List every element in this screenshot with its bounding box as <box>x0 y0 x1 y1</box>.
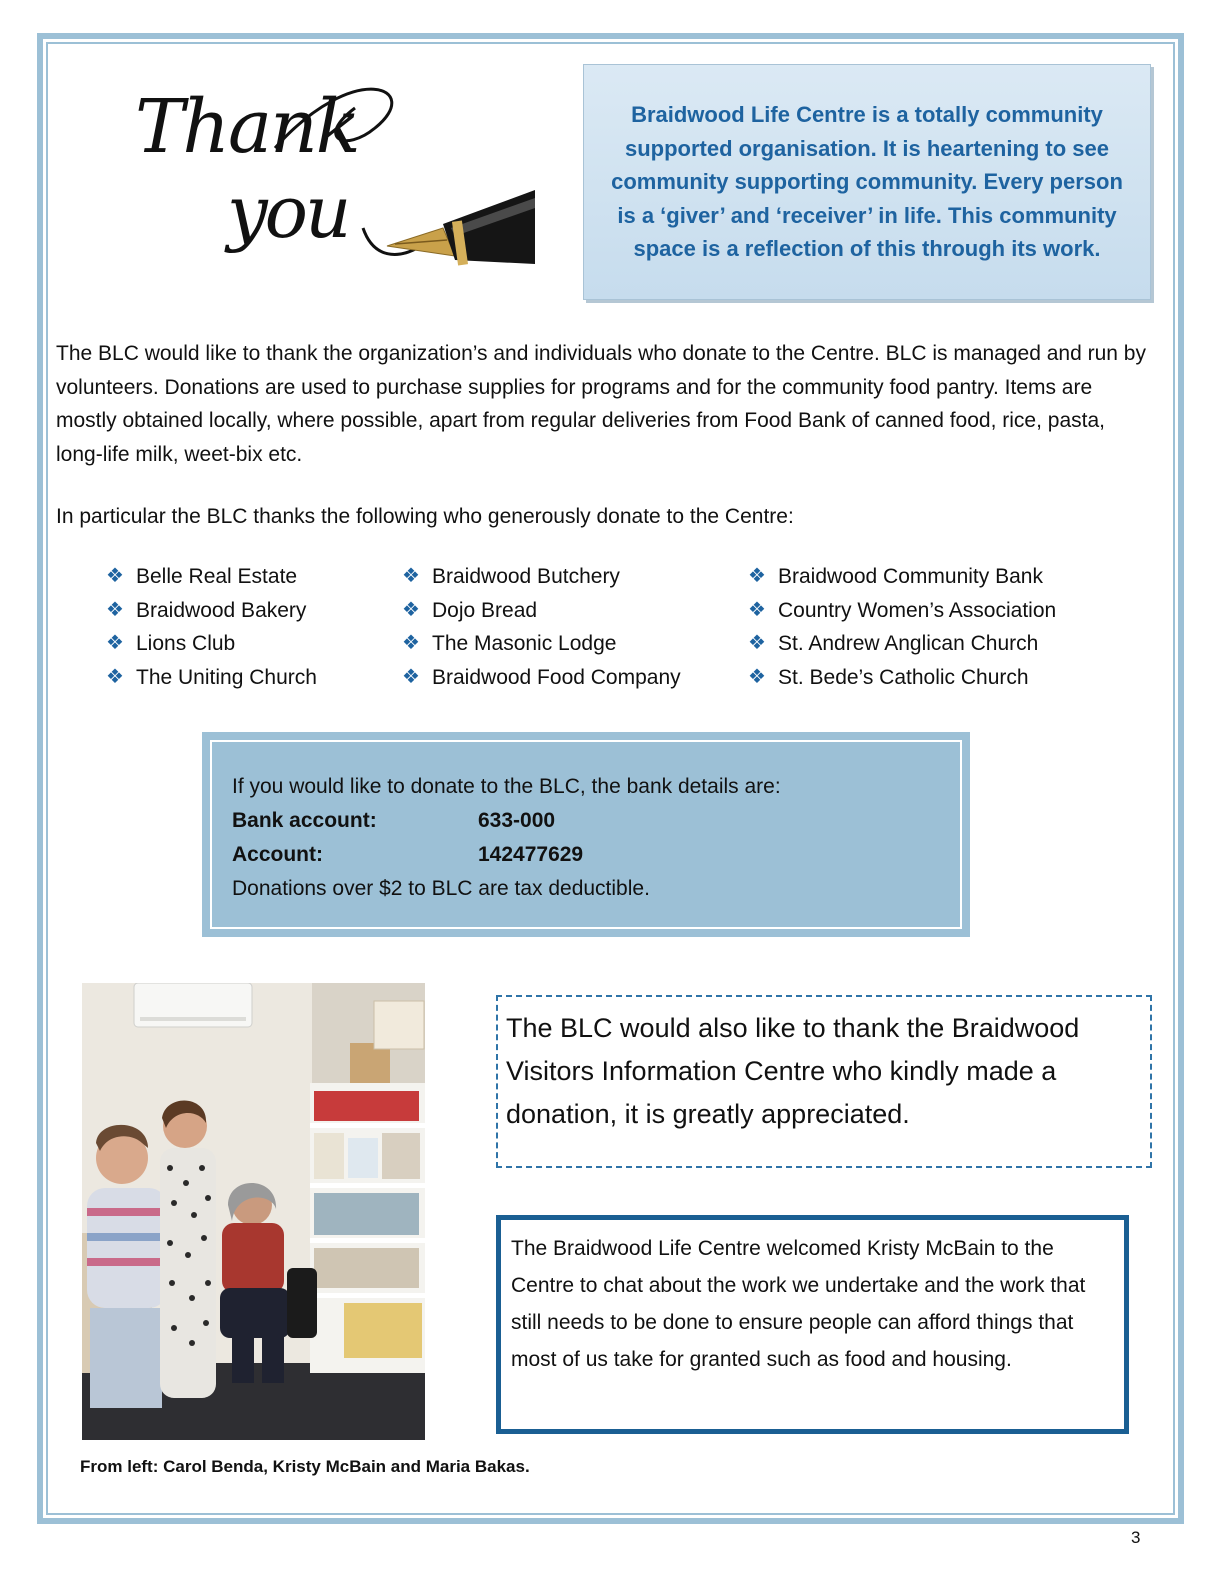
donor-name: Belle Real Estate <box>136 565 298 588</box>
photo-caption: From left: Carol Benda, Kristy McBain and Maria Bakas. <box>80 1457 530 1476</box>
donor-list-col-3 <box>748 560 1056 694</box>
bank-details-inner <box>210 740 962 929</box>
list-item <box>106 560 317 594</box>
list-item <box>748 560 1056 594</box>
bsb-row <box>232 804 938 838</box>
quote-text: Braidwood Life Centre is a totally community supported organisation. It is heartening to see community supporting community. Every person is a ‘giver’ and ‘receiver’ in life. This community space is a reflection of this through its work. <box>611 102 1123 262</box>
account-value: 142477629 <box>478 843 584 866</box>
diamond-bullet-icon: ❖ <box>106 565 124 587</box>
list-item <box>402 560 681 594</box>
donor-name: The Uniting Church <box>136 665 317 689</box>
donor-name: Lions Club <box>136 632 236 655</box>
list-item <box>748 661 1056 695</box>
visitors-centre-text: The BLC would also like to thank the Braidwood Visitors Information Centre who kindly made a donation, it is greatly appreciated. <box>506 1013 1080 1129</box>
mcbain-visit-box <box>496 1215 1129 1434</box>
donor-name: Braidwood Butchery <box>432 565 620 588</box>
bank-details-box <box>202 732 970 937</box>
fountain-pen-icon <box>125 78 545 278</box>
mcbain-visit-text: The Braidwood Life Centre welcomed Kristy McBain to the Centre to chat about the work we undertake and the work that still needs to be done to ensure people can afford things that most of us take for granted such as food and housing. <box>511 1237 1086 1371</box>
group-photo <box>82 983 425 1440</box>
page-number: 3 <box>1131 1528 1141 1547</box>
list-item <box>106 594 317 628</box>
donor-name: Country Women’s Association <box>778 598 1057 622</box>
account-row <box>232 838 938 872</box>
diamond-bullet-icon: ❖ <box>748 665 766 688</box>
diamond-bullet-icon: ❖ <box>402 598 420 621</box>
diamond-bullet-icon: ❖ <box>106 598 124 621</box>
thank-you-line-1: Thank <box>135 84 359 170</box>
bsb-label: Bank account: <box>232 809 377 832</box>
donor-name: Dojo Bread <box>432 598 538 622</box>
list-item <box>748 594 1056 628</box>
donor-name: St. Andrew Anglican Church <box>778 632 1039 655</box>
tax-note: Donations over $2 to BLC are tax deductible. <box>232 877 650 900</box>
quote-box <box>583 64 1151 300</box>
diamond-bullet-icon: ❖ <box>106 632 124 654</box>
donor-list-col-2 <box>402 560 681 694</box>
account-label: Account: <box>232 843 323 866</box>
diamond-bullet-icon: ❖ <box>106 665 124 688</box>
list-item <box>402 594 681 628</box>
intro-paragraph: The BLC would like to thank the organization’s and individuals who donate to the Centre. BLC is managed and run by volunteers. Donations are used to purchase supplies for programs and for the community food pantry. Items are mostly obtained locally, where possible, apart from regular deliveries from Food Bank of canned food, rice, pasta, long-life milk, weet-bix etc. <box>56 342 1146 466</box>
list-item <box>106 661 317 695</box>
thank-you-graphic <box>125 78 545 278</box>
donor-name: St. Bede’s Catholic Church <box>778 665 1029 689</box>
diamond-bullet-icon: ❖ <box>402 632 420 654</box>
bank-intro: If you would like to donate to the BLC, the bank details are: <box>232 775 781 798</box>
photo-illustration <box>82 983 425 1440</box>
donor-name: The Masonic Lodge <box>432 632 617 655</box>
donor-name: Braidwood Bakery <box>136 598 307 622</box>
diamond-bullet-icon: ❖ <box>402 665 420 688</box>
diamond-bullet-icon: ❖ <box>748 632 766 654</box>
thank-you-line-2: you <box>227 170 349 254</box>
diamond-bullet-icon: ❖ <box>748 565 766 587</box>
donor-name: Braidwood Community Bank <box>778 565 1043 588</box>
diamond-bullet-icon: ❖ <box>748 598 766 621</box>
visitors-centre-box <box>496 995 1152 1168</box>
donor-list-col-1 <box>106 560 317 694</box>
donors-intro: In particular the BLC thanks the following who generously donate to the Centre: <box>56 505 794 528</box>
list-item <box>402 627 681 661</box>
list-item <box>748 627 1056 661</box>
donor-name: Braidwood Food Company <box>432 665 681 689</box>
diamond-bullet-icon: ❖ <box>402 565 420 587</box>
list-item <box>402 661 681 695</box>
list-item <box>106 627 317 661</box>
bsb-value: 633-000 <box>478 809 556 832</box>
